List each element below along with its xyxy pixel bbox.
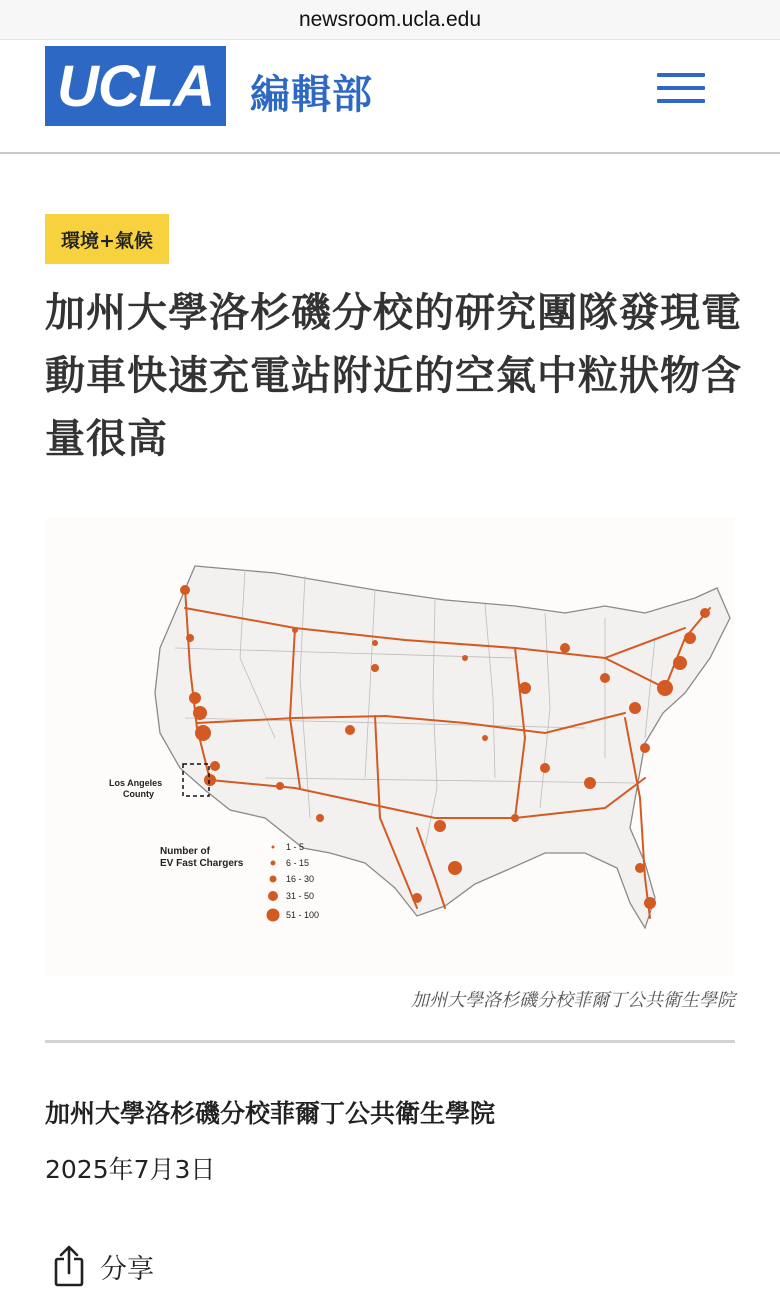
site-name[interactable]: 編輯部 [250, 72, 373, 118]
legend-title [160, 846, 244, 869]
ucla-logo[interactable] [45, 46, 226, 126]
legend-label-4: 31 - 50 [286, 891, 315, 901]
address-bar[interactable] [0, 0, 780, 40]
logo-text: UCLA [56, 53, 215, 119]
legend-label-3: 16 - 30 [286, 874, 315, 884]
legend-title-line-2: EV Fast Chargers [160, 858, 244, 869]
legend-label-1: 1 - 5 [286, 842, 305, 852]
share-icon [52, 1245, 86, 1287]
ev-charger-map [45, 518, 735, 976]
share-button[interactable] [52, 1245, 154, 1287]
hamburger-menu-icon[interactable] [657, 71, 705, 105]
category-tag[interactable]: 環境+氣候 [45, 214, 169, 264]
article-author: 加州大學洛杉磯分校菲爾丁公共衛生學院 [45, 1099, 496, 1128]
image-caption: 加州大學洛杉磯分校菲爾丁公共衛生學院 [411, 990, 735, 1011]
article-image [45, 518, 735, 976]
legend-dot-1 [272, 846, 275, 849]
article-title: 加州大學洛杉磯分校的研究團隊發現電動車快速充電站附近的空氣中粒狀物含量很高 [45, 290, 742, 462]
legend-title-line-1: Number of [160, 846, 210, 857]
legend-label-5: 51 - 100 [286, 910, 320, 920]
la-county-line-1: Los Angeles [109, 778, 163, 788]
legend-dot-2 [271, 861, 276, 866]
share-label: 分享 [100, 1253, 154, 1285]
divider [45, 1040, 735, 1043]
article-date: 2025年7月3日 [45, 1155, 216, 1184]
site-header [0, 41, 780, 154]
legend-dot-4 [268, 891, 278, 901]
la-county-line-2: County [123, 789, 154, 799]
legend-dot-5 [267, 909, 280, 922]
legend-label-2: 6 - 15 [286, 858, 310, 868]
map-legend [267, 842, 320, 922]
legend-dot-3 [270, 876, 277, 883]
la-county-label [109, 778, 165, 799]
url-text: newsroom.ucla.edu [298, 7, 482, 31]
